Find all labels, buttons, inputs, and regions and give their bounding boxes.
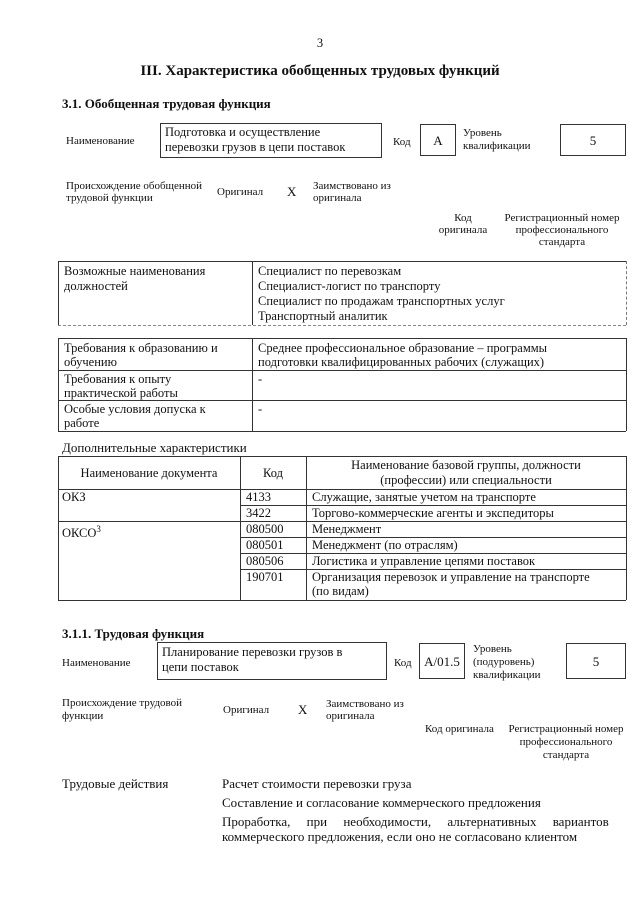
tf-name-line-2: цепи поставок [162, 660, 239, 674]
positions-top-line [58, 261, 626, 262]
gtf-original-mark: X [287, 184, 297, 199]
extra-col-doc: Наименование документа [80, 466, 218, 480]
extra-okz-label: ОКЗ [62, 490, 86, 504]
extra-okso-label: ОКСО$^3$ [62, 524, 101, 541]
extra-row-code: 4133 [246, 490, 271, 504]
gtf-level-label-1: Уровень [463, 127, 502, 139]
tf-level-box [566, 643, 626, 679]
gtf-borrowed-label-2: оригинала [313, 192, 362, 204]
extra-row-name: Служащие, занятые учетом на транспорте [312, 490, 536, 504]
tf-original-mark: X [298, 702, 308, 717]
gtf-orig-code-label-2: оригинала [438, 224, 488, 236]
gtf-code-label: Код [393, 136, 411, 148]
gtf-name-label: Наименование [66, 135, 135, 147]
tf-level-label-2: (подуровень) [473, 656, 535, 668]
gtf-code-box [420, 124, 456, 156]
extra-heading: Дополнительные характеристики [62, 440, 247, 455]
tf-orig-code-label: Код оригинала [425, 723, 494, 735]
extra-row-name: Логистика и управление цепями поставок [312, 554, 536, 568]
extra-row-name: Организация перевозок и управление на транспорте [312, 570, 590, 584]
tf-original-label: Оригинал [223, 704, 270, 716]
gtf-orig-code-label-1: Код [454, 212, 472, 224]
req-edu-value-2: подготовки квалифицированных рабочих (служащих) [258, 355, 545, 369]
extra-col-name-1: Наименование базовой группы, должности [351, 458, 581, 472]
gtf-reg-label-2: профессионального [515, 224, 609, 236]
req-edu-label-2: обучению [64, 355, 117, 369]
extra-bottom-line [58, 600, 626, 601]
req-row-line-1 [58, 370, 626, 371]
extra-row-name: Менеджмент [312, 522, 382, 536]
gtf-borrowed-label-1: Заимствовано из [313, 180, 391, 192]
extra-col-code: Код [263, 466, 283, 480]
req-top-line [58, 338, 626, 339]
extra-row-code: 080501 [246, 538, 284, 552]
gtf-reg-label-3: стандарта [538, 236, 586, 248]
tf-borrowed-label-2: оригинала [326, 710, 375, 722]
gtf-level-value: 5 [589, 133, 597, 148]
extra-row-code: 080500 [246, 522, 284, 536]
positions-bottom-line [58, 325, 626, 326]
tf-code-value: А/01.5 [424, 654, 460, 669]
gtf-name-box [160, 123, 382, 158]
extra-top-line [58, 456, 626, 457]
req-edu-value-1: Среднее профессиональное образование – программы [258, 341, 548, 355]
gtf-name-line-1: Подготовка и осуществление [165, 125, 321, 139]
tf-code-box [419, 643, 465, 679]
req-cond-label-1: Особые условия допуска к [64, 402, 206, 416]
position-item: Специалист по продажам транспортных услуг [258, 294, 505, 308]
tf-level-label-3: квалификации [473, 669, 541, 681]
positions-label-2: должностей [64, 279, 128, 293]
req-exp-label-2: практической работы [64, 386, 178, 400]
extra-row-code: 080506 [246, 554, 284, 568]
gtf-origin-label-1: Происхождение обобщенной [66, 180, 203, 192]
position-item: Специалист-логист по транспорту [258, 279, 441, 293]
tf-reg-label-1: Регистрационный номер [508, 723, 624, 735]
gtf-level-label-2: квалификации [463, 140, 531, 152]
extra-right-line [626, 456, 627, 600]
positions-left-line [58, 261, 59, 325]
extra-row-name-2: (по видам) [312, 584, 369, 598]
actions-label: Трудовые действия [62, 776, 169, 791]
tf-origin-label-2: функции [62, 710, 104, 722]
tf-level-label-1: Уровень [473, 643, 512, 655]
gtf-original-label: Оригинал [217, 186, 264, 198]
gtf-reg-label-1: Регистрационный номер [504, 212, 620, 224]
action-item: Проработка, при необходимости, альтернативных вариантов [222, 814, 609, 829]
position-item: Транспортный аналитик [258, 309, 388, 323]
req-edu-label-1: Требования к образованию и [64, 341, 218, 355]
extra-row-name: Менеджмент (по отраслям) [312, 538, 458, 552]
req-cond-value: - [258, 402, 263, 416]
section-title: III. Характеристика обобщенных трудовых функций [140, 63, 500, 79]
gtf-heading: 3.1. Обобщенная трудовая функция [62, 96, 271, 111]
extra-row-name: Торгово-коммерческие агенты и экспедиторы [312, 506, 554, 520]
tf-reg-label-3: стандарта [542, 749, 590, 761]
action-item: Составление и согласование коммерческого предложения [222, 795, 541, 810]
req-exp-value: - [258, 372, 263, 386]
req-cond-label-2: работе [64, 416, 100, 430]
tf-borrowed-label-1: Заимствовано из [326, 698, 404, 710]
tf-reg-label-2: профессионального [519, 736, 613, 748]
gtf-origin-label-2: трудовой функции [66, 192, 153, 204]
req-bottom-line [58, 431, 626, 432]
req-exp-label-1: Требования к опыту [64, 372, 172, 386]
extra-col-name-2: (профессии) или специальности [380, 473, 552, 487]
tf-heading: 3.1.1. Трудовая функция [62, 626, 205, 641]
action-item: коммерческого предложения, если оно не согласовано клиентом [222, 829, 578, 844]
extra-okso-footnote: 3 [96, 524, 101, 534]
tf-name-line-1: Планирование перевозки грузов в [162, 645, 343, 659]
gtf-code-value: А [433, 133, 443, 148]
positions-right-line [626, 261, 627, 325]
positions-label-1: Возможные наименования [64, 264, 206, 278]
tf-origin-label-1: Происхождение трудовой [62, 697, 183, 709]
position-item: Специалист по перевозкам [258, 264, 402, 278]
page-number: 3 [316, 36, 324, 50]
extra-row-code: 3422 [246, 506, 271, 520]
tf-name-box [157, 642, 387, 680]
req-left-line [58, 338, 59, 431]
tf-code-label: Код [394, 657, 412, 669]
gtf-level-box [560, 124, 626, 156]
req-right-line [626, 338, 627, 431]
positions-divider [252, 261, 253, 325]
action-item: Расчет стоимости перевозки груза [222, 776, 412, 791]
gtf-name-line-2: перевозки грузов в цепи поставок [165, 140, 346, 154]
extra-row-code: 190701 [246, 570, 284, 584]
req-divider [252, 338, 253, 431]
tf-name-label: Наименование [62, 657, 131, 669]
tf-level-value: 5 [592, 654, 600, 669]
